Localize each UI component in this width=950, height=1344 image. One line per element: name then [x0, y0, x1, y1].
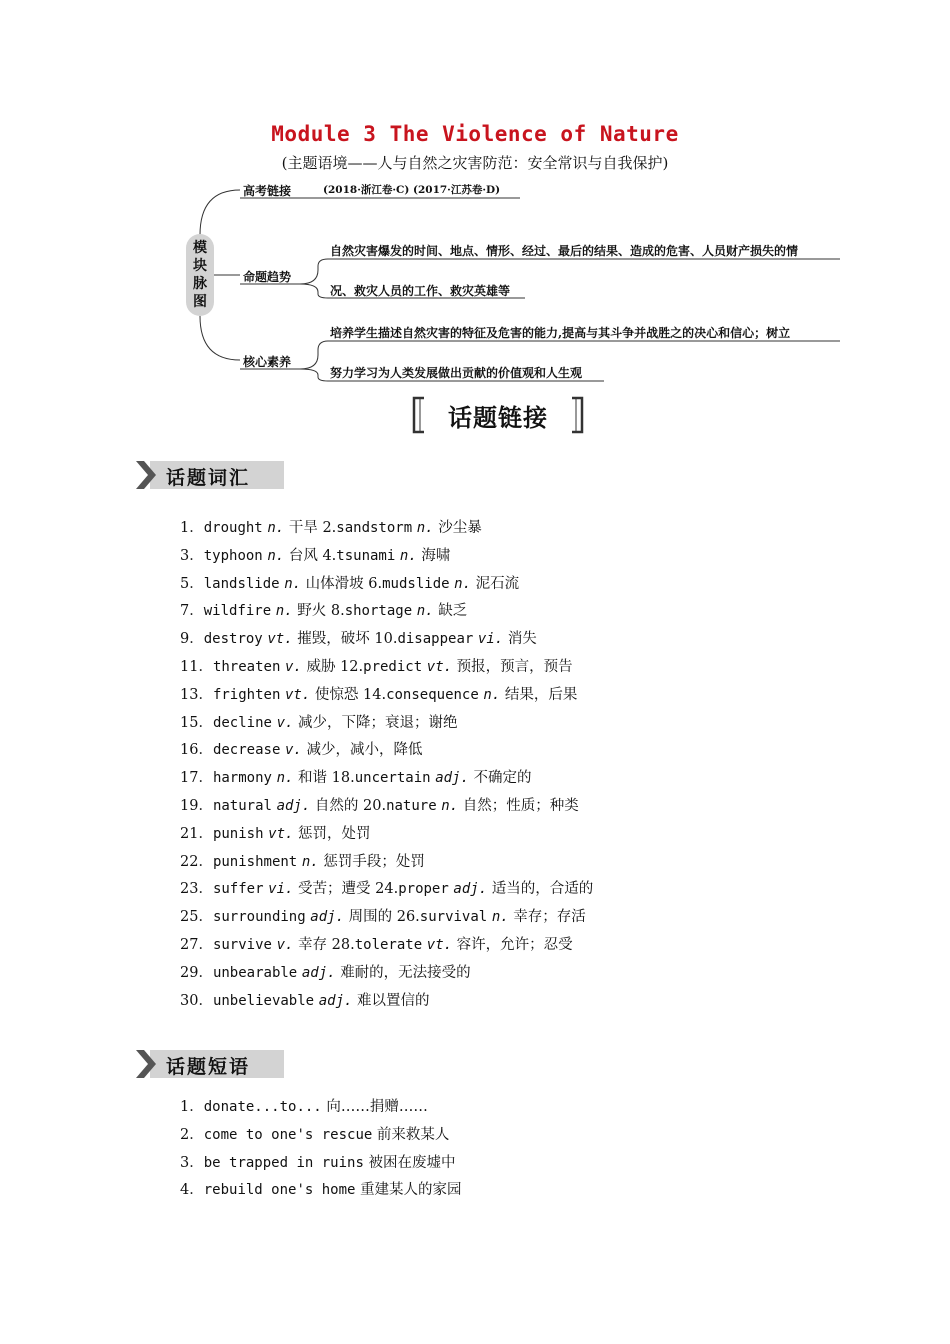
vocab-word: shortage	[344, 603, 413, 620]
item-number: 30．	[180, 992, 213, 1009]
item-number: 7．	[180, 603, 204, 620]
vocab-heading: 话题词汇	[136, 461, 286, 489]
vocab-meaning: 减少，下降；衰退；谢绝	[298, 714, 458, 731]
list-item	[180, 626, 593, 654]
branch-tag-core: 核心素养	[243, 355, 292, 369]
list-item	[180, 904, 593, 932]
vocab-word: natural	[212, 797, 272, 814]
page-title: Module 3 The Violence of Nature	[271, 122, 679, 146]
vocab-word: surrounding	[212, 909, 306, 926]
item-number: 2．	[180, 1126, 204, 1143]
vocab-word: unbearable	[212, 964, 298, 981]
chevron-right-icon	[136, 461, 162, 489]
part-of-speech: vt.	[426, 658, 453, 675]
part-of-speech: v.	[276, 714, 294, 731]
phrase-chinese: 前来救某人	[376, 1126, 450, 1143]
part-of-speech: n.	[267, 547, 285, 564]
vocab-meaning: 自然；性质；种类	[462, 797, 579, 814]
list-item	[180, 849, 593, 877]
part-of-speech: n.	[491, 909, 509, 926]
list-item	[180, 988, 593, 1016]
part-of-speech: n.	[441, 797, 459, 814]
list-item	[180, 1177, 462, 1205]
vocab-meaning: 泥石流	[475, 575, 520, 592]
item-number: 25．	[180, 909, 213, 926]
part-of-speech: n.	[416, 603, 434, 620]
item-number: 1．	[180, 520, 204, 536]
part-of-speech: vi.	[477, 631, 504, 648]
branch-core-line1: 培养学生描述自然灾害的特征及危害的能力,提高与其斗争并战胜之的决心和信心；树立	[330, 326, 791, 340]
item-number: 17．	[180, 770, 213, 787]
list-item	[180, 737, 593, 765]
item-number: 5．	[180, 575, 204, 592]
branch-core-line2: 努力学习为人类发展做出贡献的价值观和人生观	[330, 366, 583, 380]
item-number: 6.	[368, 575, 383, 592]
vocab-meaning: 摧毁，破坏	[297, 631, 370, 648]
vocab-meaning: 减少，减小，降低	[306, 742, 423, 759]
phrase-english: be trapped in ruins	[203, 1154, 364, 1171]
branch-trend-line2: 况、救灾人员的工作、救灾英雄等	[330, 284, 511, 298]
vocab-word: threaten	[212, 658, 281, 675]
list-item	[180, 515, 593, 543]
item-number: 2.	[322, 520, 337, 536]
vocab-word: landslide	[203, 575, 280, 592]
part-of-speech: adj.	[453, 881, 488, 898]
vocab-list	[180, 515, 593, 1015]
vocab-word: consequence	[386, 686, 479, 703]
list-item	[180, 1150, 462, 1178]
part-of-speech: adj.	[318, 992, 353, 1009]
vocab-word: frighten	[212, 686, 281, 703]
item-number: 3．	[180, 547, 204, 564]
vocab-meaning: 海啸	[421, 547, 451, 564]
list-item	[180, 765, 593, 793]
vocab-meaning: 幸存；存活	[513, 909, 586, 926]
item-number: 20.	[363, 797, 387, 814]
vocab-word: decline	[212, 714, 272, 731]
list-item	[180, 876, 593, 904]
list-item	[180, 682, 593, 710]
vocab-meaning: 受苦；遭受	[298, 881, 371, 898]
vocab-meaning: 容许，允许；忍受	[456, 936, 573, 953]
vocab-meaning: 结果，后果	[504, 686, 578, 703]
part-of-speech: v.	[285, 658, 302, 675]
item-number: 12.	[340, 658, 364, 675]
vocab-meaning: 威胁	[306, 658, 336, 675]
vocab-word: punish	[212, 825, 264, 842]
vocab-meaning: 消失	[507, 631, 537, 648]
item-number: 23．	[180, 881, 213, 898]
list-item	[180, 960, 593, 988]
item-number: 9．	[180, 631, 204, 648]
item-number: 16．	[180, 742, 213, 759]
vocab-meaning: 预报，预言，预告	[456, 658, 573, 675]
chevron-right-icon	[136, 1050, 162, 1078]
branch-trend-line1: 自然灾害爆发的时间、地点、情形、经过、最后的结果、造成的危害、人员财产损失的情	[330, 244, 799, 258]
part-of-speech: vt.	[268, 825, 294, 842]
part-of-speech: n.	[416, 520, 434, 536]
phrase-chinese: 向……捐赠……	[326, 1099, 428, 1115]
item-number: 24.	[375, 881, 399, 898]
phrase-english: donate...to...	[203, 1099, 322, 1115]
part-of-speech: adj.	[301, 964, 336, 981]
part-of-speech: n.	[276, 770, 294, 787]
part-of-speech: adj.	[435, 770, 469, 787]
list-item	[180, 932, 593, 960]
phrase-english: rebuild one's home	[203, 1182, 356, 1199]
list-item	[180, 1122, 462, 1150]
list-item	[180, 1094, 462, 1122]
list-item	[180, 571, 593, 599]
list-item	[180, 598, 593, 626]
item-number: 11．	[180, 658, 213, 675]
item-number: 4.	[322, 547, 337, 564]
vocab-word: tsunami	[336, 547, 396, 564]
banner-title: 话题链接	[448, 404, 548, 432]
item-number: 4．	[180, 1182, 204, 1199]
vocab-meaning: 使惊恐	[314, 686, 359, 703]
part-of-speech: adj.	[276, 797, 311, 814]
vocab-meaning: 难耐的，无法接受的	[340, 964, 471, 981]
item-number: 18.	[331, 770, 355, 787]
item-number: 22．	[180, 853, 213, 870]
vocab-word: punishment	[212, 853, 298, 870]
part-of-speech: n.	[483, 686, 501, 703]
vocab-meaning: 难以置信的	[357, 992, 430, 1009]
vocab-word: mudslide	[382, 575, 450, 592]
vocab-word: predict	[363, 658, 423, 675]
vocab-meaning: 适当的，合适的	[491, 881, 594, 898]
part-of-speech: n.	[454, 575, 472, 592]
vocab-meaning: 惩罚，处罚	[298, 825, 371, 842]
vocab-word: decrease	[212, 742, 281, 759]
page-subtitle: (主题语境——人与自然之灾害防范：安全常识与自我保护)	[281, 154, 669, 172]
vocab-word: unbelievable	[212, 992, 315, 1009]
mindmap-center: 模 块 脉 图	[186, 234, 214, 316]
item-number: 26.	[396, 909, 420, 926]
vocab-word: typhoon	[203, 547, 263, 564]
vocab-meaning: 周围的	[348, 909, 393, 926]
vocab-word: nature	[386, 797, 437, 814]
item-number: 13．	[180, 686, 213, 703]
vocab-word: tolerate	[354, 936, 423, 953]
item-number: 14.	[363, 686, 387, 703]
branch-tag-exam: 高考链接	[243, 184, 292, 198]
vocab-meaning: 和谐	[298, 770, 328, 787]
item-number: 29．	[180, 964, 213, 981]
branch-tag-trend: 命题趋势	[243, 270, 292, 284]
part-of-speech: n.	[301, 853, 319, 870]
item-number: 27．	[180, 936, 213, 953]
item-number: 8.	[330, 603, 345, 620]
vocab-meaning: 野火	[297, 603, 327, 620]
vocab-meaning: 缺乏	[438, 603, 468, 620]
branch-exam-text: (2018·浙江卷·C) (2017·江苏卷·D)	[323, 184, 501, 196]
vocab-word: destroy	[203, 631, 263, 648]
part-of-speech: vt.	[267, 631, 293, 648]
item-number: 19．	[180, 797, 213, 814]
part-of-speech: n.	[267, 520, 285, 536]
part-of-speech: v.	[276, 936, 294, 953]
phrase-english: come to one's rescue	[203, 1126, 373, 1143]
vocab-meaning: 惩罚手段；处罚	[323, 853, 425, 870]
list-item	[180, 710, 593, 738]
part-of-speech: n.	[399, 547, 417, 564]
vocab-word: sandstorm	[336, 520, 413, 536]
part-of-speech: n.	[275, 603, 293, 620]
vocab-meaning: 幸存	[298, 936, 328, 953]
vocab-word: suffer	[212, 881, 264, 898]
item-number: 28.	[331, 936, 355, 953]
vocab-word: proper	[398, 881, 449, 898]
list-item	[180, 654, 593, 682]
part-of-speech: vi.	[268, 881, 294, 898]
vocab-meaning: 沙尘暴	[438, 520, 482, 536]
vocab-meaning: 自然的	[314, 797, 359, 814]
vocab-word: survive	[212, 936, 272, 953]
item-number: 10.	[374, 631, 398, 648]
vocab-word: drought	[203, 520, 263, 536]
phrase-chinese: 被困在废墟中	[368, 1154, 456, 1171]
item-number: 21．	[180, 825, 213, 842]
vocab-meaning: 台风	[288, 547, 318, 564]
item-number: 15．	[180, 714, 213, 731]
part-of-speech: n.	[284, 575, 302, 592]
phrase-heading: 话题短语	[136, 1050, 286, 1078]
item-number: 1．	[180, 1099, 204, 1115]
list-item	[180, 821, 593, 849]
phrase-chinese: 重建某人的家园	[360, 1182, 462, 1199]
vocab-word: wildfire	[203, 603, 272, 620]
part-of-speech: v.	[285, 742, 302, 759]
item-number: 3．	[180, 1154, 204, 1171]
vocab-word: uncertain	[354, 770, 431, 787]
list-item	[180, 793, 593, 821]
vocab-word: harmony	[212, 770, 272, 787]
part-of-speech: vt.	[426, 936, 453, 953]
vocab-meaning: 不确定的	[473, 770, 532, 787]
vocab-meaning: 干旱	[288, 520, 318, 536]
phrase-list	[180, 1094, 462, 1205]
vocab-word: survival	[419, 909, 488, 926]
part-of-speech: adj.	[310, 909, 344, 926]
part-of-speech: vt.	[285, 686, 311, 703]
vocab-word: disappear	[397, 631, 474, 648]
vocab-meaning: 山体滑坡	[305, 575, 364, 592]
list-item	[180, 543, 593, 571]
